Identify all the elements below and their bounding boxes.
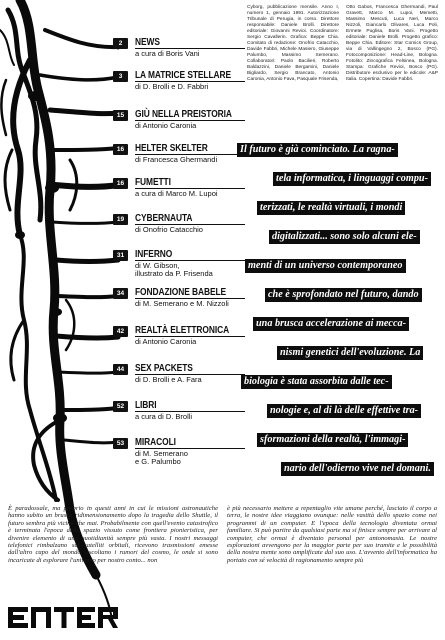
page-number-badge: 15	[113, 110, 128, 121]
toc-byline: di M. Semerano e M. Nizzoli	[135, 299, 229, 308]
toc-title: HELTER SKELTER	[135, 142, 208, 154]
toc-title: LIBRI	[135, 399, 157, 411]
page-number-badge: 3	[113, 71, 128, 82]
manifesto-line: digitalizzati... sono solo alcuni ele-	[269, 230, 420, 244]
toc-byline: a cura di Boris Vani	[135, 49, 200, 58]
toc-title: CYBERNAUTA	[135, 212, 193, 224]
toc-byline: di Antonio Caronia	[135, 121, 197, 130]
toc-byline: di D. Brolli e D. Fabbri	[135, 82, 209, 91]
toc-title: SEX PACKETS	[135, 362, 193, 374]
toc-title: MIRACOLI	[135, 436, 176, 448]
toc-byline: a cura di Marco M. Lupoi	[135, 189, 218, 198]
toc-byline: a cura di D. Brolli	[135, 412, 193, 421]
credits-column-2: Otto Gabos, Francesca Ghermandi, Paul Gravett, Marco M. Lupoi, Memetti, Massimo Mescuti, Luca Neri, Marco Nizzoli, Giancarlo Olivares, Luca Poli, Ermete Puglisa, Boris Vani. Progetto editoriale: Daniele Brolli. Progetto grafico: Beppe Chia. Editore: Star Comics Group, via di Vallingegno 2, Bosco (PG). Fotocomposizione: Head-Line, Bologna. Fotolito: Zincografica Felsinea, Bologna. Stampa: Grafiche Revioi, Bosco (PG). Distributore esclusivo per le edicole: A&P Italia. Copertina: Davide Fabbri.	[346, 5, 438, 82]
manifesto-line: terizzati, le realtà virtuali, i mondi	[257, 201, 405, 215]
toc-title: GIÙ NELLA PREISTORIA	[135, 108, 232, 120]
toc-byline: di M. Semerano	[135, 449, 188, 458]
body-text-right: è più necessario mettere a repentaglio vite umane perché, lasciato il corpo a terra, le nostre idee viaggiano ovunque: nelle vastità dello spazio come nei programmi di un computer. E l'epoca della tecnologia diventata ormai familiare. Si può partire da qualsiasi parte ma si finisce sempre per arrivare al computer, che ormai è diventato personal per antonomasia. Le nostre esplorazioni avvengono per la maggior parte per suo tramite e le possibilità della nostra mente sono amplificate dal suo uso. L'avvento dell'informatica ha portato con sé velocità di ragionamento sempre più	[227, 505, 437, 564]
toc-byline: di Onofrio Catacchio	[135, 225, 203, 234]
page-number-badge: 34	[113, 288, 128, 299]
toc-title: LA MATRICE STELLARE	[135, 69, 232, 81]
page-number-badge: 42	[113, 326, 128, 337]
toc-byline: di Antonio Caronia	[135, 337, 197, 346]
page-number-badge: 31	[113, 250, 128, 261]
body-text-left: È paradossale, ma proprio in questi anni in cui le missioni astronautiche hanno subito un brusco ridimensionamento dopo la tragedia dello Shuttle, il futuro sembra più vicino che mai. Probabilmente con quell'evento catastrofico è terminata l'epoca dello spazio vissuto come frontiera pionieristica, per divenire elemento di una quotidianità sempre più vasta. I nostri messaggi telefonici rimbalzano sui satelliti orbitali, ricevono trasmissioni emesse dall'altro capo del mondo, ascoltano i rumori del cosmo, le onde si sono incaricate di esplorare l'universo per nostro conto... non	[8, 505, 218, 564]
page-number-badge: 16	[113, 144, 128, 155]
toc-byline: e G. Palumbo	[135, 457, 181, 467]
toc-title: INFERNO	[135, 248, 173, 260]
page-number-badge: 2	[113, 38, 128, 49]
manifesto-line: che è sprofondato nel futuro, dando	[265, 288, 422, 302]
page-number-badge: 44	[113, 364, 128, 375]
manifesto-line: menti di un universo contemporaneo	[245, 259, 406, 273]
credits-column-1: Cyborg, pubblicazione mensile. Anno I, numero 1, gennaio 1991. Autorizzazione Tribunale di Perugia, in corso. Direttore responsabile: Daniele Brolli. Direttore editoriale: Giovanni Revioi. Coordinatore: Sergio Cavallerin. Grafica: Beppe Chia. Comitato di redazione: Onofrio Catacchio, Davide Fabbri, Michele Masiero, Giuseppe Palumbo, Massimo Semerano. Collaboratori: Paolo Bacilieri, Roberto Baldazzini, Daniele Bergamini, Daniele Bigliardo, Sergio Brancato, Antonio Caronia, Antonio Fava, Pasquale Frisenda,	[247, 5, 339, 82]
manifesto-line: nismi genetici dell'evoluzione. La	[277, 346, 423, 360]
page-number-badge: 53	[113, 438, 128, 449]
page-number-badge: 19	[113, 214, 128, 225]
enter-logo	[8, 605, 118, 630]
toc-title: FONDAZIONE BABELE	[135, 286, 227, 298]
page-number-badge: 52	[113, 401, 128, 412]
toc-title: FUMETTI	[135, 176, 171, 188]
manifesto-line: Il futuro è già cominciato. La ragna-	[237, 143, 398, 157]
manifesto-line: nario dell'odierno vive nel domani.	[281, 462, 434, 476]
toc-byline: di D. Brolli e A. Fara	[135, 375, 202, 384]
manifesto-line: biologia è stata assorbita dalle tec-	[241, 375, 392, 389]
toc-title: REALTÀ ELETTRONICA	[135, 324, 230, 336]
manifesto-line: nologie e, al di là delle effettive tra-	[267, 404, 421, 418]
manifesto-line: sformazioni della realtà, l'immagi-	[257, 433, 408, 447]
toc-byline: di Francesca Ghermandi	[135, 155, 218, 164]
toc-byline: di W. Gibson,	[135, 261, 180, 270]
page-number-badge: 16	[113, 178, 128, 189]
toc-title: NEWS	[135, 36, 160, 48]
manifesto-line: tela informatica, i linguaggi compu-	[273, 172, 431, 186]
manifesto-line: una brusca accelerazione ai mecca-	[253, 317, 409, 331]
toc-byline: illustrato da P. Frisenda	[135, 269, 213, 279]
